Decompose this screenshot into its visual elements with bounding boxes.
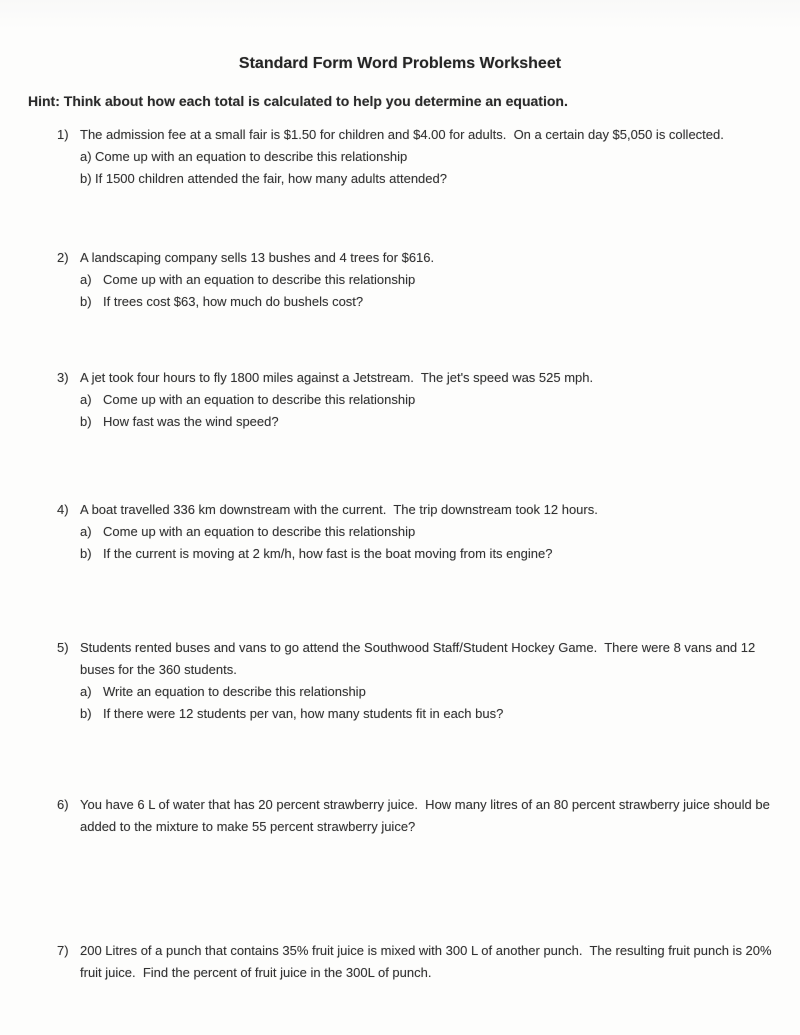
problem-number: 4) <box>57 502 69 517</box>
problem-text: You have 6 L of water that has 20 percent strawberry juice. How many litres of an 80 percent strawberry juice should be added to the mixture to make 55 percent strawberry juice? <box>80 797 774 834</box>
part-label: b) <box>80 546 92 561</box>
problem-number: 6) <box>57 797 69 812</box>
problem-text: 200 Litres of a punch that contains 35% fruit juice is mixed with 300 L of another punch. The resulting fruit punch is 20% fruit juice. Find the percent of fruit juice in the 300L of punch. <box>80 943 776 980</box>
part-text: Come up with an equation to describe this relationship <box>103 272 416 287</box>
problem-statement <box>57 124 778 146</box>
part-label: a) <box>80 272 92 287</box>
problem-text: A jet took four hours to fly 1800 miles against a Jetstream. The jet's speed was 525 mph. <box>80 370 594 385</box>
part-text: If 1500 children attended the fair, how many adults attended? <box>95 171 447 186</box>
problem-part-b <box>80 168 778 190</box>
problem-part-a <box>80 146 778 168</box>
problem-6 <box>0 794 800 838</box>
part-text: How fast was the wind speed? <box>103 414 279 429</box>
problem-part-b <box>80 291 778 313</box>
hint-text: Hint: Think about how each total is calculated to help you determine an equation. <box>28 93 568 109</box>
problem-statement <box>57 367 778 389</box>
problem-number: 7) <box>57 943 69 958</box>
problem-statement <box>57 794 778 838</box>
problem-statement <box>57 499 778 521</box>
problem-1 <box>0 124 800 190</box>
problem-part-a <box>80 521 778 543</box>
part-label: b) <box>80 294 92 309</box>
part-text: Come up with an equation to describe this relationship <box>103 524 416 539</box>
problem-number: 1) <box>57 127 69 142</box>
part-label: b) <box>80 706 92 721</box>
problem-text: The admission fee at a small fair is $1.50 for children and $4.00 for adults. On a certain day $5,050 is collected. <box>80 127 724 142</box>
problem-statement <box>57 247 778 269</box>
problem-2 <box>0 247 800 313</box>
problem-number: 3) <box>57 370 69 385</box>
problem-statement <box>57 940 778 984</box>
page-title: Standard Form Word Problems Worksheet <box>238 55 562 72</box>
problem-number: 2) <box>57 250 69 265</box>
problem-5 <box>0 637 800 725</box>
problem-3 <box>0 367 800 433</box>
part-text: Come up with an equation to describe this relationship <box>95 149 408 164</box>
problem-list <box>0 124 800 984</box>
problem-statement <box>57 637 778 681</box>
problem-number: 5) <box>57 640 69 655</box>
problem-7 <box>0 940 800 984</box>
problem-part-b <box>80 543 778 565</box>
problem-text: Students rented buses and vans to go attend the Southwood Staff/Student Hockey Game. There were 8 vans and 12 buses for the 360 students. <box>80 640 759 677</box>
part-label: a) <box>80 149 92 164</box>
problem-text: A landscaping company sells 13 bushes and 4 trees for $616. <box>80 250 435 265</box>
part-text: Come up with an equation to describe this relationship <box>103 392 416 407</box>
part-label: b) <box>80 171 92 186</box>
problem-text: A boat travelled 336 km downstream with the current. The trip downstream took 12 hours. <box>80 502 598 517</box>
part-label: a) <box>80 684 92 699</box>
part-label: a) <box>80 524 92 539</box>
problem-part-a <box>80 269 778 291</box>
part-label: a) <box>80 392 92 407</box>
part-text: If there were 12 students per van, how many students fit in each bus? <box>103 706 504 721</box>
problem-part-b <box>80 703 778 725</box>
part-label: b) <box>80 414 92 429</box>
problem-4 <box>0 499 800 565</box>
part-text: If trees cost $63, how much do bushels cost? <box>103 294 364 309</box>
part-text: If the current is moving at 2 km/h, how fast is the boat moving from its engine? <box>103 546 553 561</box>
problem-part-b <box>80 411 778 433</box>
part-text: Write an equation to describe this relationship <box>103 684 366 699</box>
problem-part-a <box>80 681 778 703</box>
problem-part-a <box>80 389 778 411</box>
